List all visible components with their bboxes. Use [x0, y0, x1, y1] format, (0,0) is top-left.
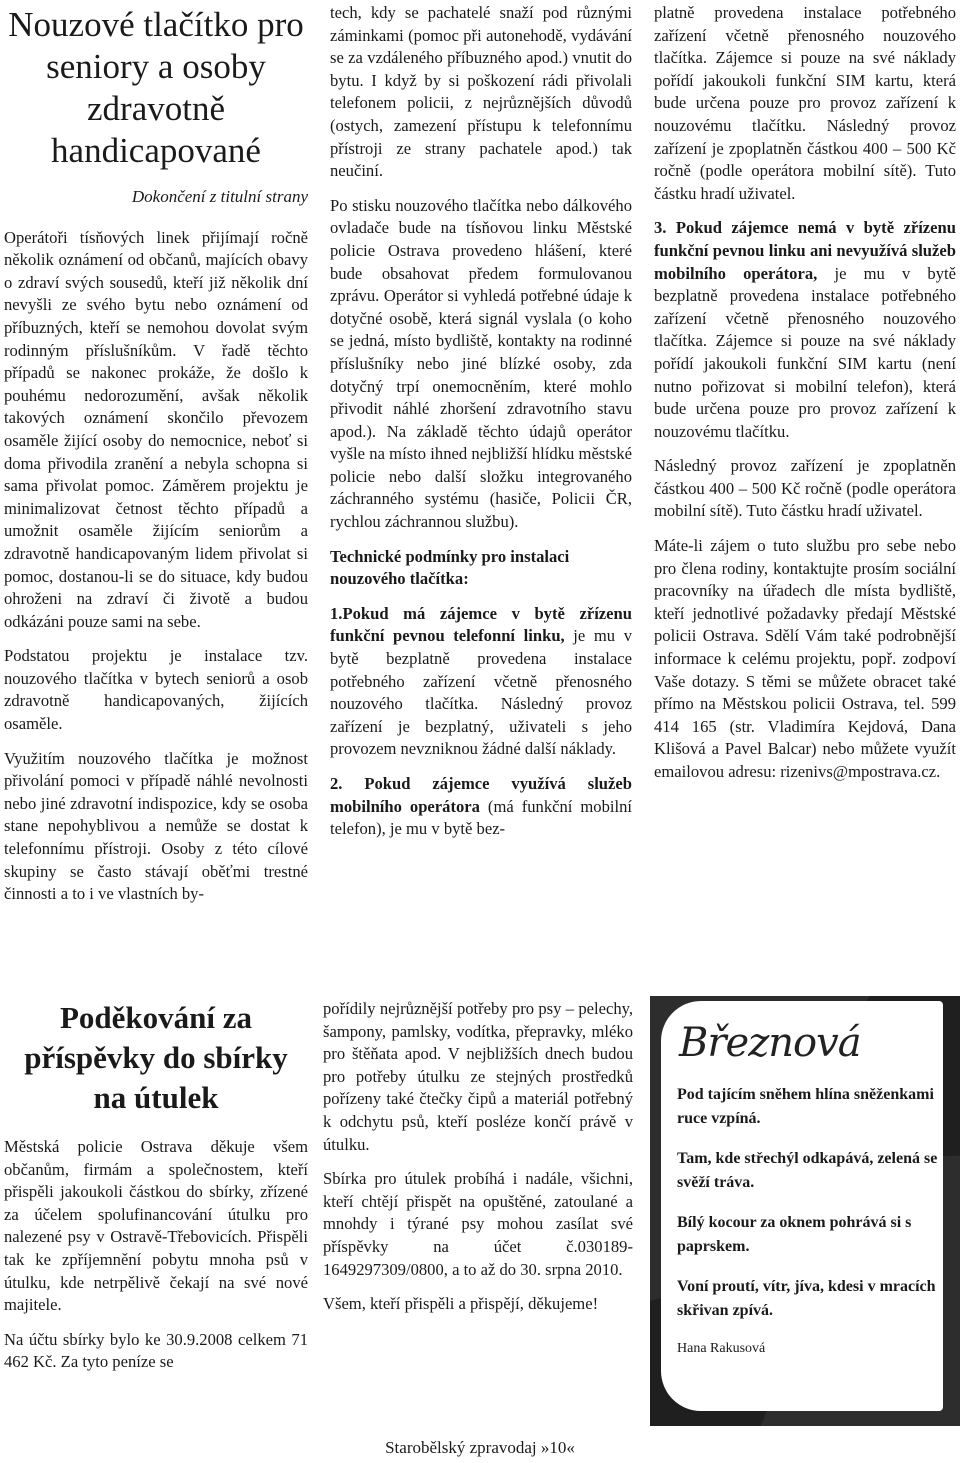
paragraph: Sbírka pro útulek probíhá i nadále, všichni, kteří chtějí přispět na opuštěné, zatoulané a mnohdy i týrané psy mohou zasílat své příspěvky na účet č.030189-1649297309/0800, a to až do 30. srpna 2010. [323, 1169, 633, 1279]
paragraph: Operátoři tísňových linek přijímají ročně několik oznámení od občanů, majících obavy o zdraví svých sousedů, kteří již několik dní nevyšli ze svého bytu nebo oznámení od příbuzných, kteří se nemohou dovolat svým rodinným příslušníkům. V řadě těchto případů se nakonec prokáže, že došlo k pouhému nedorozumění, avšak několik takových oznámení skončilo převozem osaměle žijící osoby do nemocnice, neboť si doma přivodila zranění a nebyla schopna si sama přivolat pomoc. Záměrem projektu je minimalizovat četnost těchto případů a umožnit osaměle žijícím seniorům a zdravotně handicapovaným lidem přivolat si pomoc, dostanou-li se do situace, kdy budou ohroženi na zdraví či životě a budou odkázáni pouze sami na sebe. [4, 227, 308, 631]
condition-2-text: (má funkční mobilní telefon), je mu v bytě bez- [330, 796, 632, 839]
donation-column-2 [323, 998, 633, 1328]
article-column-1 [4, 4, 308, 918]
poem-stanza: Pod tajícím sněhem hlína sněženkami ruce vzpíná. [677, 1086, 934, 1127]
paragraph: pořídily nejrůznější potřeby pro psy – pelechy, šampony, pamlsky, vodítka, přepravky, mléko pro štěňata apod. V nejbližších dnech budou pro potřeby útulku ze stejných prostředků pořízeny také čtečky čipů a materiál potřebný k odchytu psů, kteří posléze končí právě v útulku. [323, 999, 633, 1154]
article-column-2 [330, 2, 632, 853]
poem-stanza: Bílý kocour za oknem pohrává si s paprskem. [677, 1214, 912, 1255]
poem-title: Březnová [679, 1020, 861, 1066]
paragraph: Na účtu sbírky bylo ke 30.9.2008 celkem 71 462 Kč. Za tyto peníze se [4, 1329, 308, 1372]
condition-1 [330, 603, 632, 761]
paragraph: tech, kdy se pachatelé snaží pod různými záminkami (pomoc při autonehodě, vydávání se za vzdáleného příbuzného apod.) vnutit do bytu. I když by si poškození rádi přivolali telefonem policii, z nejrůznějších důvodů (ostych, zamezení přístupu k telefonnímu přístroji ze strany pachatele apod.) tak neučiní. [330, 3, 632, 181]
paragraph: Využitím nouzového tlačítka je možnost přivolání pomoci v případě náhlé nevolnosti nebo jiné zdravotní indispozice, kdy se osoba stane nepohyblivou a nemůže se dostat k telefonnímu přístroji. Osoby z této cílové skupiny se často stávají oběťmi trestné činnosti a to i ve vlastních by- [4, 748, 308, 904]
poem-stanza: Tam, kde střechýl odkapává, zelená se svěží tráva. [677, 1150, 938, 1191]
condition-3 [654, 217, 956, 443]
condition-2-lead: 2. Pokud zájemce využívá služeb mobilního operátora [330, 774, 632, 816]
donation-title: Poděkování za příspěvky do sbírky na útulek [24, 1000, 288, 1115]
paragraph: Všem, kteří přispěli a přispějí, děkujeme! [323, 1294, 599, 1314]
paragraph: Máte-li zájem o tuto službu pro sebe nebo pro člena rodiny, kontaktujte prosím sociální pracovníky na úřadech dle místa bydliště, kteří jednotlivé požadavky předají Městské policii Ostrava. Sdělí Vám také podrobnější informace k celému projektu, popř. zodpoví Vaše dotazy. S těmi se můžete obracet také přímo na Městskou policii Ostrava, tel. 599 414 165 (str. Vladimíra Kejdová, Dana Klišová a Pavel Balcar) nebo můžete využít emailovou adresu: rizenivs@mpostrava.cz. [654, 536, 956, 781]
section-heading: Technické podmínky pro instalaci nouzového tlačítka: [330, 546, 570, 589]
paragraph: Po stisku nouzového tlačítka nebo dálkového ovladače bude na tísňovou linku Městské policie Ostrava provedeno hlášení, které bude obsahovat předem formulovanou zprávu. Operátor si vyhledá potřebné údaje k dotyčné osobě, která signál vyslala (o koho se jedná, místo bydliště, kontakty na rodinné příslušníky nebo jiné blízké osoby, zda dotyčný trpí onemocněním, které mohlo přivodit náhlé zhoršení zdravotního stavu apod.). Na základě těchto údajů operátor vyšle na místo ihned nejbližší hlídku městské policie nebo další složku integrovaného záchranného systému (hasiče, Policii ČR, rychlou záchrannou službu). [330, 195, 632, 532]
paragraph: Městská policie Ostrava děkuje všem občanům, firmám a společnostem, kteří přispěli jakoukoli částkou do sbírky, zřízené za účelem spolufinancování útulku pro nalezené psy v Ostravě-Třebovicích. Přispěli tak ke zpříjemnění pobytu mnoha psů v útulku, kde netrpělivě čekají na své nové majitele. [4, 1137, 308, 1315]
condition-1-text: je mu v bytě bezplatně provedena instalace potřebného zařízení včetně přenosného nouzového tlačítka. Následný provoz zařízení je bezplatný, uživateli s jeho provozem nevzniknou žádné další náklady. [330, 626, 632, 759]
article-column-3 [654, 2, 956, 796]
article-title: Nouzové tlačítko pro seniory a osoby zdravotně handicapované [8, 5, 304, 170]
poem-author: Hana Rakusová [677, 1341, 766, 1356]
paragraph: Následný provoz zařízení je zpoplatněn částkou 400 – 500 Kč ročně (podle operátora mobilní sítě). Tuto částku hradí uživatel. [654, 456, 956, 521]
condition-3-lead: 3. Pokud zájemce nemá v bytě zřízenu funkční pevnou linku ani nevyužívá služeb mobilního operátora, [654, 218, 956, 283]
paragraph: platně provedena instalace potřebného zařízení včetně přenosného nouzového tlačítka. Zájemce si pouze na své náklady pořídí jakoukoli funkční SIM kartu, která bude určena pouze pro provoz zařízení k nouzovému tlačítku. Následný provoz zařízení je zpoplatněn částkou 400 – 500 Kč ročně (podle operátora mobilní sítě). Tuto částku hradí uživatel. [654, 3, 956, 203]
condition-2 [330, 773, 632, 841]
donation-column-1 [4, 998, 308, 1386]
condition-3-text: je mu v bytě bezplatně provedena instalace potřebného zařízení včetně přenosného nouzového tlačítka. Zájemce si pouze na své náklady pořídí jakoukoli funkční SIM kartu (není nutno pořizovat si mobilní telefon), která bude určena pouze pro provoz zařízení k nouzovému tlačítku. [654, 263, 956, 441]
condition-1-lead: 1.Pokud má zájemce v bytě zřízenu funkční pevnou telefonní linku, [330, 603, 632, 646]
article-subtitle: Dokončení z titulní strany [131, 187, 308, 206]
poem-stanza: Voní proutí, vítr, jíva, kdesi v mracích skřivan zpívá. [677, 1278, 936, 1319]
paragraph: Podstatou projektu je instalace tzv. nouzového tlačítka v bytech seniorů a osob zdravotně handicapovaných, žijících osaměle. [4, 646, 308, 734]
page-footer: Starobělský zpravodaj »10« [385, 1438, 575, 1457]
poem-box [661, 1001, 943, 1411]
